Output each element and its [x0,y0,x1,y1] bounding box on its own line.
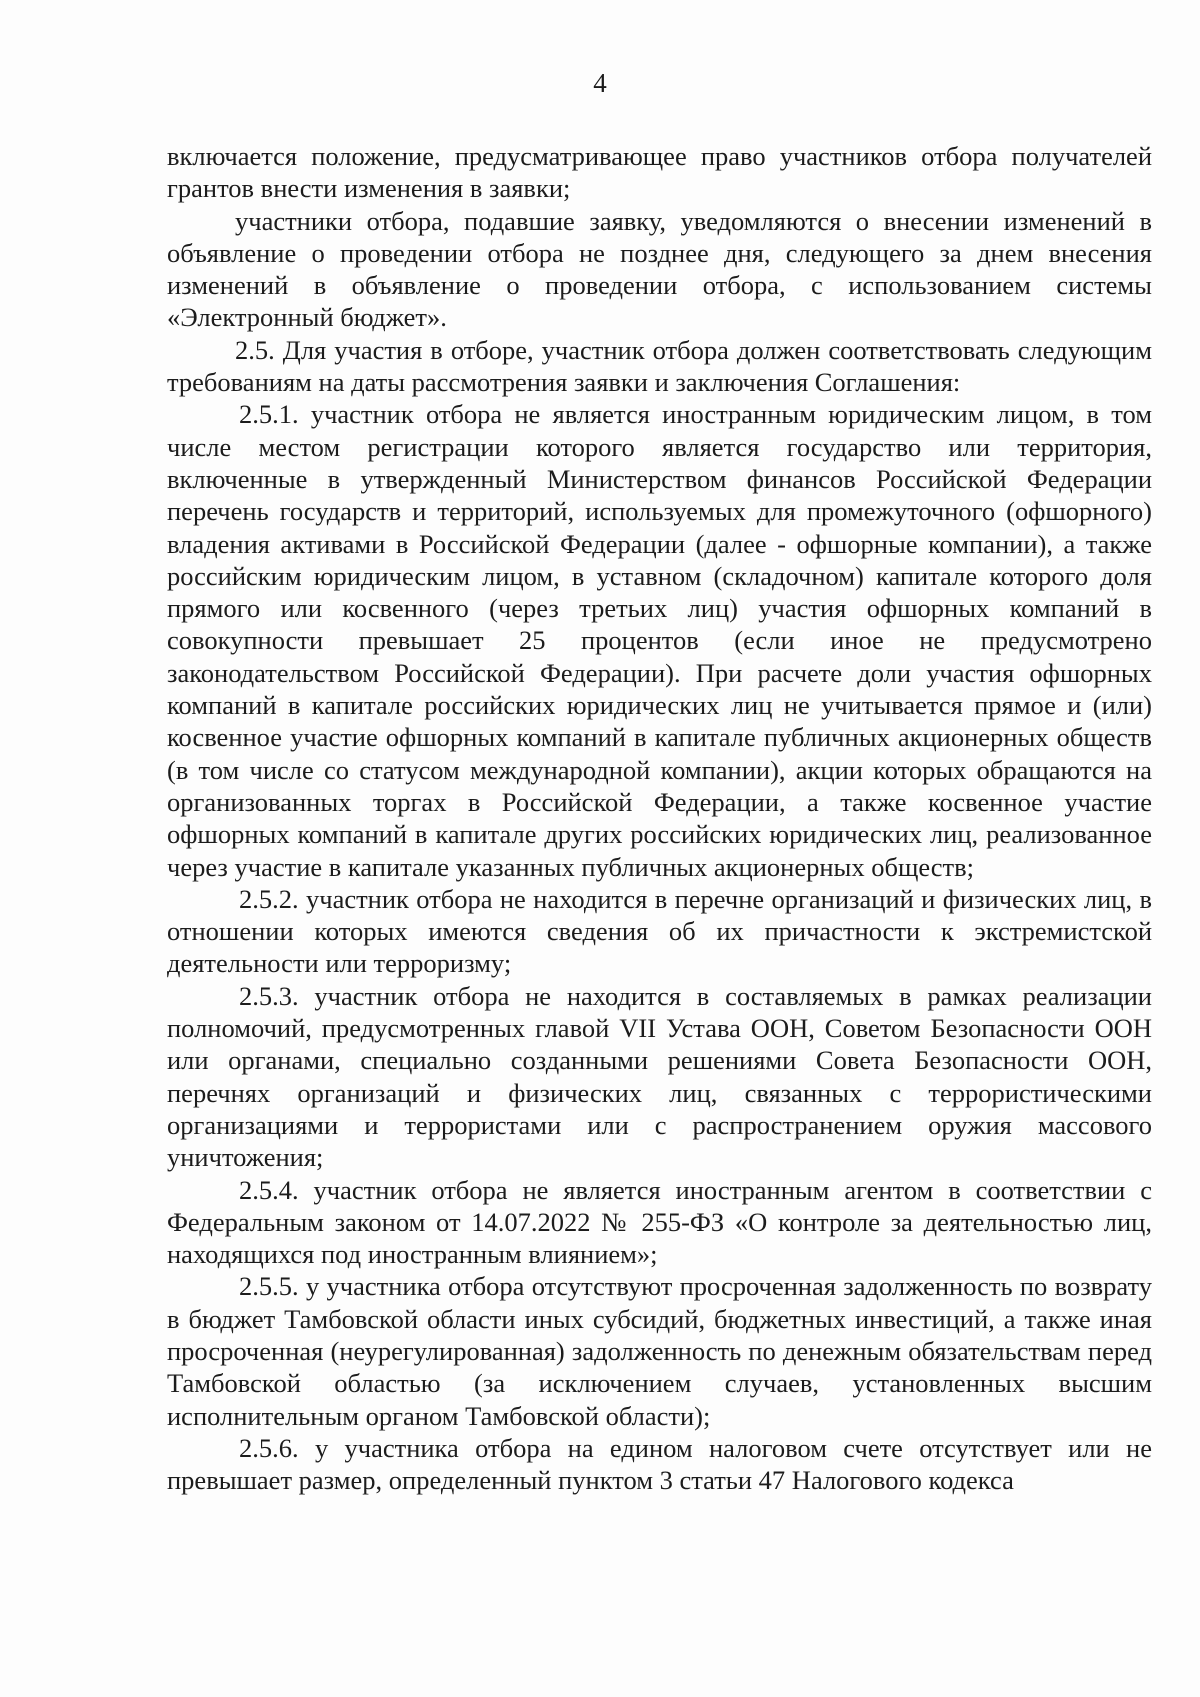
paragraph-2-5-4: 2.5.4. участник отбора не является иностранным агентом в соответствии с Федеральным законом от 14.07.2022 № 255-ФЗ «О контроле за деятельностью лиц, находящихся под иностранным влиянием»; [167,1174,1152,1270]
paragraph-2-5-5: 2.5.5. у участника отбора отсутствуют просроченная задолженность по возврату в бюджет Тамбовской области иных субсидий, бюджетных инвестиций, а также иная просроченная (неурегулированная) задолженность по денежным обязательствам перед Тамбовской областью (за исключением случаев, установленных высшим исполнительным органом Тамбовской области); [167,1271,1152,1431]
paragraph-2-5-1: 2.5.1. участник отбора не является иностранным юридическим лицом, в том числе местом регистрации которого является государство или территория, включенные в утвержденный Министерством финансов Российской Федерации перечень государств и территорий, используемых для промежуточного (офшорного) владения активами в Российской Федерации (далее - офшорные компании), а также российским юридическим лицом, в уставном (складочном) капитале которого доля прямого или косвенного (через третьих лиц) участия офшорных компаний в совокупности превышает 25 процентов (если иное не предусмотрено законодательством Российской Федерации). При расчете доли участия офшорных компаний в капитале российских юридических лиц не учитывается прямое и (или) косвенное участие офшорных компаний в капитале публичных акционерных обществ (в том числе со статусом международной компании), акции которых обращаются на организованных торгах в Российской Федерации, а также косвенное участие офшорных компаний в капитале других российских юридических лиц, реализованное через участие в капитале указанных публичных акционерных обществ; [167,399,1152,882]
page-number: 4 [593,68,607,98]
paragraph-notification: участники отбора, подавшие заявку, уведомляются о внесении изменений в объявление о проведении отбора не позднее дня, следующего за днем внесения изменений в объявление о проведении отбора, с использованием системы «Электронный бюджет». [167,205,1152,333]
paragraph-2-5-2: 2.5.2. участник отбора не находится в перечне организаций и физических лиц, в отношении которых имеются сведения об их причастности к экстремистской деятельности или терроризму; [167,883,1152,979]
paragraph-2-5-6: 2.5.6. у участника отбора на едином налоговом счете отсутствует или не превышает размер, определенный пунктом 3 статьи 47 Налогового кодекса [167,1432,1152,1496]
paragraph-2-5: 2.5. Для участия в отборе, участник отбора должен соответствовать следующим требованиям на даты рассмотрения заявки и заключения Соглашения: [167,334,1152,398]
paragraph-2-5-3: 2.5.3. участник отбора не находится в составляемых в рамках реализации полномочий, предусмотренных главой VII Устава ООН, Советом Безопасности ООН или органами, специально созданными решениями Совета Безопасности ООН, перечнях организаций и физических лиц, связанных с террористическими организациями и террористами или с распространением оружия массового уничтожения; [167,980,1152,1173]
document-body [167,140,1152,1496]
paragraph-continuation: включается положение, предусматривающее право участников отбора получателей грантов внести изменения в заявки; [167,141,1152,204]
